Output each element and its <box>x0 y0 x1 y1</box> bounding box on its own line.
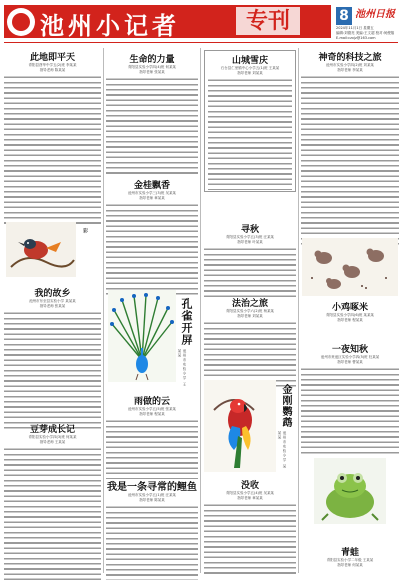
article-body <box>208 78 292 190</box>
issue-meta <box>336 26 400 41</box>
article-title: 雨做的云 <box>133 397 170 407</box>
header-rule <box>4 42 398 43</box>
article-teacher: 指导老师 章某某 <box>139 196 165 200</box>
article-title: 我的故乡 <box>34 289 71 299</box>
article-title: 孔雀开屏 <box>180 298 193 346</box>
article-a12 <box>301 342 399 457</box>
article-title: 法治之旅 <box>231 299 268 309</box>
article-byline: 青阳县实验小学五(4)班 吴某某 <box>225 491 275 495</box>
article-title: 山城雪庆 <box>231 56 268 66</box>
article-teacher: 指导老师 刘某某 <box>237 314 263 318</box>
masthead <box>0 0 402 44</box>
article-title: 此地即平天 <box>29 53 75 63</box>
article-byline: 池州市实验小学 王某某 <box>178 349 187 388</box>
article-byline: 池州市实验小学三(3)班 吴某某 <box>127 191 177 195</box>
chicks-illustration <box>302 238 398 296</box>
article-title: 小鸡啄米 <box>331 303 368 313</box>
article-body <box>106 419 198 479</box>
article-title: 一夜知秋 <box>331 345 368 355</box>
article-title: 金桂飘香 <box>133 181 170 191</box>
article-byline: 池州市实验小学四(2)班 刘某某 <box>325 63 375 67</box>
article-byline: 池州市实验小学 某某某 <box>278 431 287 470</box>
article-teacher: 指导老师 程某某 <box>139 412 165 416</box>
article-byline: 青阳县酉华中学五(2)班 李某某 <box>28 63 77 67</box>
article-title: 豆芽成长记 <box>29 425 75 435</box>
issue-editors: 编辑:刘德亮 美编:王文超 校对:何俊翔 <box>336 31 395 35</box>
article-title: 青蛙 <box>340 548 359 558</box>
peacock-painting <box>108 290 176 382</box>
article-a10 <box>106 394 198 479</box>
article-body <box>4 311 101 431</box>
column-divider <box>103 48 104 573</box>
article-byline: 池州市贵池区实验小学四(5)班 杜某某 <box>320 355 380 359</box>
article-a11 <box>178 298 198 389</box>
parrot-painting <box>204 380 276 472</box>
article-teacher: 指导老师 曹某某 <box>337 360 363 364</box>
article-title: 寻秋 <box>240 225 259 235</box>
issue-email: E-mail:czxjz@163.com <box>336 36 376 40</box>
article-a2 <box>106 52 198 177</box>
article-a17 <box>301 545 399 568</box>
article-a9 <box>301 300 399 323</box>
article-teacher: 指导老师 刘某某 <box>237 71 263 75</box>
article-teacher: 指导老师 张某某 <box>39 304 66 308</box>
article-a3-box <box>204 50 296 192</box>
article-byline: 池州市实验小学五(1)班 汪某某 <box>127 493 177 497</box>
article-byline: 青阳县实验小学六(2)班 杨某某 <box>225 309 275 313</box>
article-teacher: 指导老师 叶某某 <box>237 240 263 244</box>
issue-date: 2024年11月1日 星期五 <box>336 26 374 30</box>
article-a7 <box>4 286 101 431</box>
chicks-painting <box>302 238 398 296</box>
article-a8 <box>204 296 296 387</box>
article-a5 <box>106 178 198 298</box>
frog-painting <box>314 458 386 524</box>
special-edition-label: 专刊 <box>236 7 300 35</box>
article-body <box>301 367 399 457</box>
article-title: 没收 <box>240 481 259 491</box>
article-byline: 石台县仁里镇中心小学五(1)班 王某某 <box>220 66 280 70</box>
column-divider <box>298 48 299 573</box>
article-byline: 青阳县实验小学五(3)班 汪某某 <box>225 235 275 239</box>
article-body <box>204 503 296 575</box>
paper-name: 池州日报 <box>355 9 395 20</box>
article-a13 <box>4 422 101 582</box>
article-body <box>204 247 296 297</box>
page-number: 8 <box>336 7 352 25</box>
article-byline: 青阳县实验小学四(4)班 何某某 <box>127 65 177 69</box>
peacock-illustration <box>108 290 176 382</box>
article-byline: 青阳县实验小学四(6)班 某某某 <box>325 313 375 317</box>
article-a16 <box>204 478 296 575</box>
article-byline: 青阳县实验小学四(3)班 何某某 <box>28 435 77 439</box>
article-a4 <box>301 50 399 245</box>
masthead-title: 池州小记者 <box>40 11 180 40</box>
article-body <box>106 77 198 177</box>
article-body <box>301 75 399 245</box>
bird-painting <box>6 222 76 277</box>
article-body <box>106 203 198 298</box>
article-byline: 池州市实验小学五(5)班 张某某 <box>127 407 177 411</box>
painting-signature: 彩 <box>82 228 88 234</box>
article-teacher: 指导老师 李某某 <box>337 68 363 72</box>
article-teacher: 指导老师 张某某 <box>139 70 165 74</box>
article-teacher: 指导老师 章某某 <box>237 496 263 500</box>
article-title: 我是一条寻常的鲤鱼 <box>107 482 197 493</box>
article-title: 神奇的科技之旅 <box>318 53 382 63</box>
article-teacher: 指导老师 陈某某 <box>139 498 165 502</box>
article-teacher: 指导老师 何某某 <box>337 563 363 567</box>
article-byline: 青阳县实验小学二年级 王某某 <box>326 558 374 562</box>
article-body <box>204 321 296 387</box>
article-teacher: 指导老师 王某某 <box>39 440 66 444</box>
article-body <box>4 75 101 227</box>
article-byline: 池州市东至县实验小学 某某某 <box>29 299 76 303</box>
article-teacher: 指导老师 陈某某 <box>39 68 66 72</box>
frog-illustration <box>314 458 386 524</box>
article-a6 <box>204 222 296 297</box>
article-teacher: 指导老师 程某某 <box>337 318 363 322</box>
article-a15 <box>278 384 296 471</box>
logo-icon <box>7 8 35 36</box>
article-body <box>106 505 198 580</box>
parrot-illustration <box>204 380 276 472</box>
bird-illustration <box>6 222 76 277</box>
article-title: 生命的力量 <box>129 55 175 65</box>
article-body <box>4 447 101 582</box>
article-a1 <box>4 50 101 227</box>
article-title: 金刚鹦鹉 <box>280 384 291 428</box>
